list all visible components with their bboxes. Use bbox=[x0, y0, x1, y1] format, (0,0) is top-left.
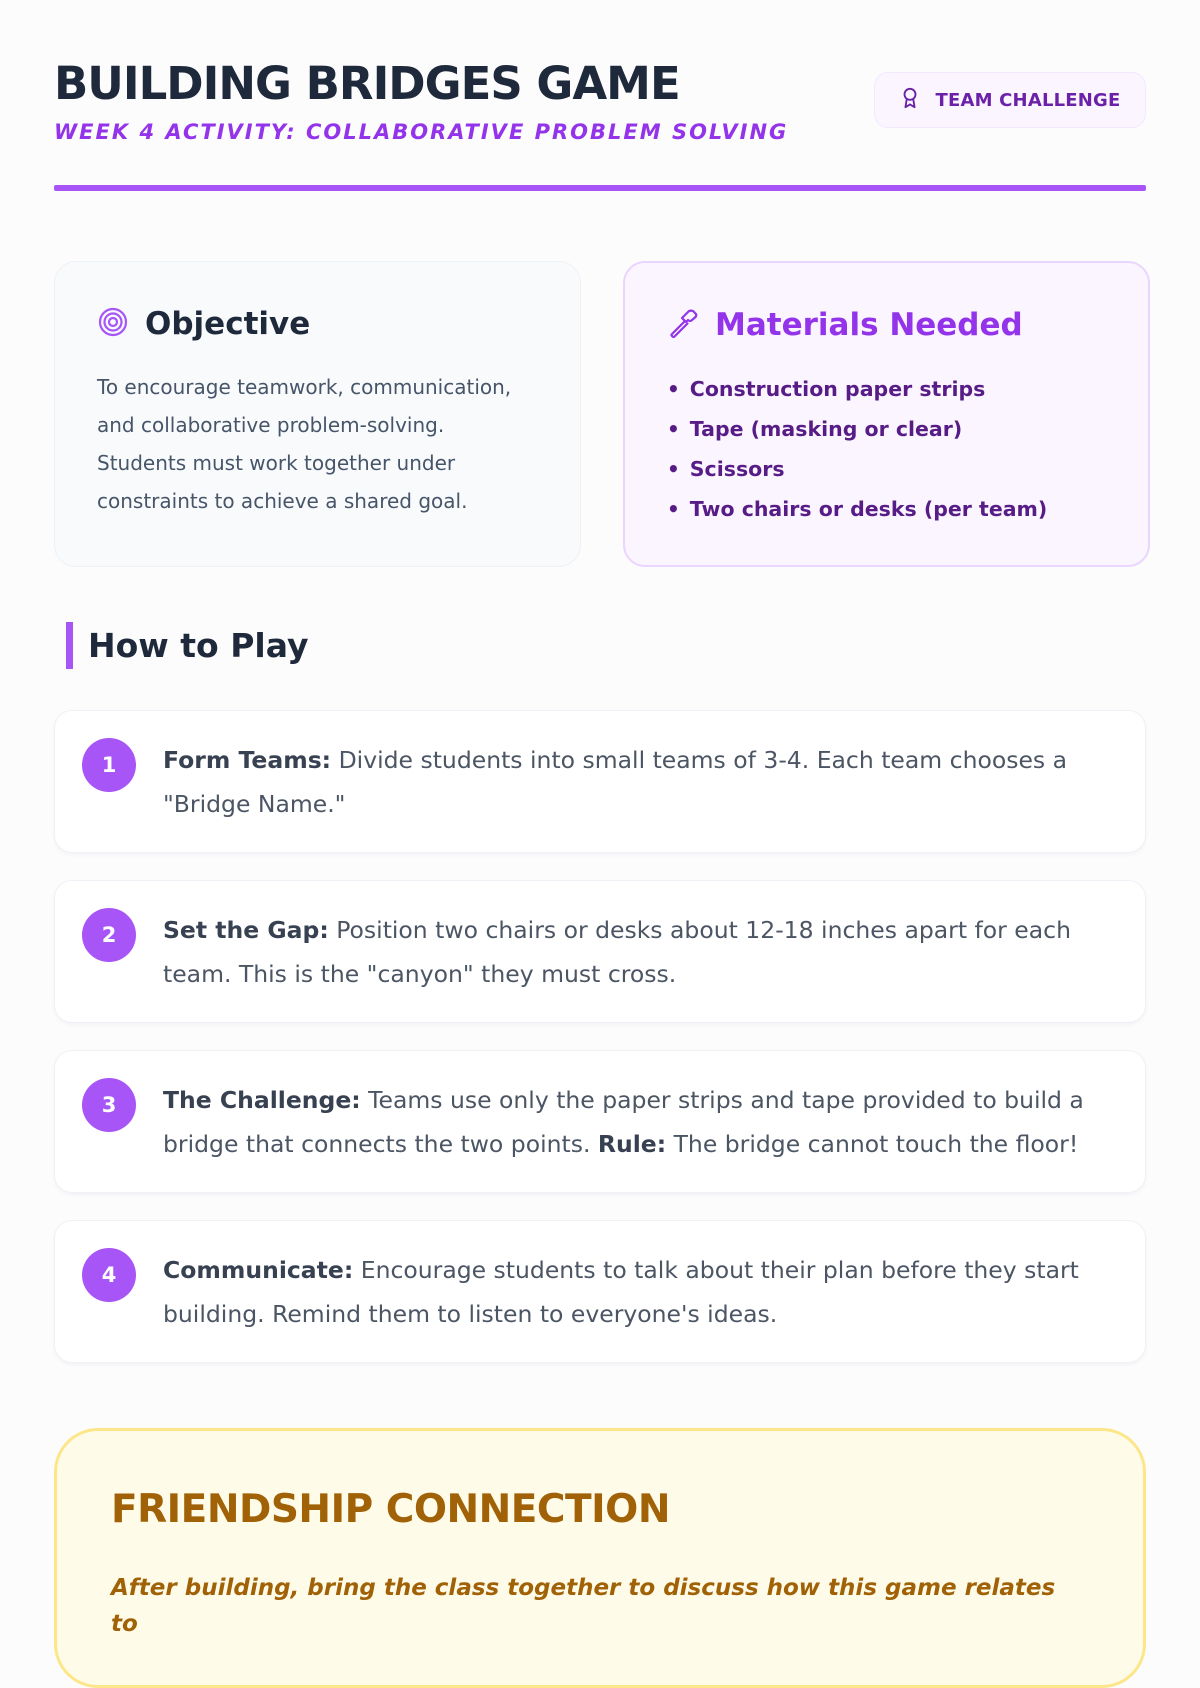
award-icon bbox=[899, 87, 921, 113]
step-lead: The Challenge: bbox=[163, 1086, 361, 1114]
step-lead: Set the Gap: bbox=[163, 916, 329, 944]
step-card-4 bbox=[54, 1220, 1146, 1363]
bullet: • bbox=[667, 457, 680, 481]
friendship-title: FRIENDSHIP CONNECTION bbox=[111, 1487, 670, 1532]
step-text bbox=[163, 738, 1089, 826]
bullet: • bbox=[667, 417, 680, 441]
objective-header bbox=[97, 304, 538, 344]
bullet: • bbox=[667, 377, 680, 401]
step-text bbox=[163, 1248, 1089, 1336]
materials-card bbox=[623, 261, 1150, 567]
hammer-icon bbox=[667, 307, 699, 343]
objective-text: To encourage teamwork, communication, and collaborative problem-solving. Students must work together under constraints to achieve a shared goal. bbox=[97, 375, 512, 513]
list-item bbox=[667, 449, 1106, 489]
step-description: Position two chairs or desks about 12-18 inches apart for each team. This is the "canyon" they must cross. bbox=[163, 916, 1071, 988]
step-text bbox=[163, 908, 1089, 996]
step-number: 3 bbox=[82, 1078, 136, 1132]
header-divider bbox=[54, 185, 1146, 191]
material-label: Tape (masking or clear) bbox=[689, 417, 963, 441]
page-header bbox=[54, 56, 1146, 196]
page-subtitle: WEEK 4 ACTIVITY: COLLABORATIVE PROBLEM SOLVING bbox=[54, 120, 789, 144]
how-to-play-heading bbox=[66, 622, 308, 669]
step-lead: Communicate: bbox=[163, 1256, 354, 1284]
step-number: 1 bbox=[82, 738, 136, 792]
step-card-1 bbox=[54, 710, 1146, 853]
step-card-3 bbox=[54, 1050, 1146, 1193]
materials-title: Materials Needed bbox=[715, 307, 1023, 343]
list-item bbox=[667, 369, 1106, 409]
step-text bbox=[163, 1078, 1089, 1166]
friendship-connection-box bbox=[54, 1428, 1146, 1688]
page-title: BUILDING BRIDGES GAME bbox=[54, 57, 680, 110]
step-lead: Form Teams: bbox=[163, 746, 332, 774]
material-label: Scissors bbox=[689, 457, 785, 481]
step-rule-lead: Rule: bbox=[597, 1130, 667, 1158]
material-label: Two chairs or desks (per team) bbox=[689, 497, 1048, 521]
team-challenge-badge bbox=[874, 72, 1146, 128]
step-description: Teams use only the paper strips and tape provided to build a bridge that connects the two points. bbox=[163, 1086, 1084, 1158]
badge-label: TEAM CHALLENGE bbox=[935, 89, 1121, 111]
material-label: Construction paper strips bbox=[689, 377, 986, 401]
objective-title: Objective bbox=[145, 306, 311, 342]
step-number: 2 bbox=[82, 908, 136, 962]
list-item bbox=[667, 489, 1106, 529]
step-number: 4 bbox=[82, 1248, 136, 1302]
step-rule-text: The bridge cannot touch the floor! bbox=[666, 1130, 1079, 1158]
materials-header bbox=[667, 305, 1106, 345]
step-description: Encourage students to talk about their plan before they start building. Remind them to listen to everyone's ideas. bbox=[163, 1256, 1079, 1328]
step-card-2 bbox=[54, 880, 1146, 1023]
step-description: Divide students into small teams of 3-4. Each team chooses a "Bridge Name." bbox=[163, 746, 1068, 818]
bullet: • bbox=[667, 497, 680, 521]
target-icon bbox=[97, 306, 129, 342]
section-title: How to Play bbox=[88, 626, 309, 665]
objective-card bbox=[54, 261, 581, 567]
materials-list bbox=[667, 369, 1106, 529]
list-item bbox=[667, 409, 1106, 449]
friendship-text: After building, bring the class together to discuss how this game relates to bbox=[111, 1575, 1056, 1637]
